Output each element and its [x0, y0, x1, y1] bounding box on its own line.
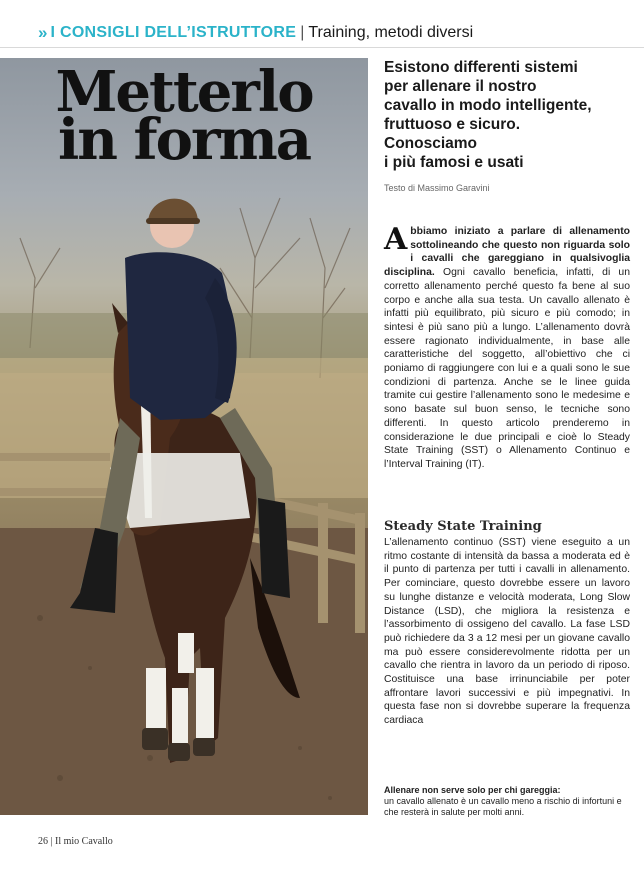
section-title: I CONSIGLI DELL’ISTRUTTORE: [50, 24, 297, 41]
article-paragraph-2: L’allenamento continuo (SST) viene eseguito a un ritmo costante di intensità da bassa a moderata ed è il punto di partenza per tutti i cavalli in allenamento. Per cominciare, questo dovrebbe essere un lavoro su lunghe distanze e velocità moderata, Long Slow Distance (LSD), che migliora la resistenza e l’assorbimento di ossigeno del cavallo. La fase LSD può richiedere da 3 a 12 mesi per un giovane cavallo ma può essere considerevolmente ridotta per un cavallo che rientra in lavoro da un periodo di riposo. Costituisce una base irrinunciabile per poter affrontare lavori successivi e più impegnativi. In questa fase non si dovrebbe superare la frequenza cardiaca: [384, 537, 630, 727]
section-header: [38, 22, 638, 44]
drop-cap: A: [384, 222, 408, 257]
photo-caption: [384, 785, 634, 818]
deck-line-1: Esistono differenti sistemi: [384, 59, 578, 76]
title-line-2: in forma: [58, 107, 310, 173]
deck-line-6: i più famosi e usati: [384, 154, 524, 171]
article-body-intro: [384, 222, 630, 472]
deck-line-3: cavallo in modo intelligente,: [384, 97, 592, 114]
article-photo: [0, 58, 368, 815]
article-lead: bbiamo iniziato a parlare di allenamento sottolineando che questo non riguarda solo i cavalli che gareggiano in qualsivoglia disciplina.: [384, 226, 630, 279]
page-number: 26: [38, 836, 48, 847]
deck-line-4: fruttuoso e sicuro.: [384, 116, 521, 133]
header-divider: [0, 47, 644, 48]
caption-title: Allenare non serve solo per chi gareggia:: [384, 785, 561, 795]
magazine-name: Il mio Cavallo: [55, 836, 113, 847]
footer-separator: |: [50, 836, 53, 847]
chevron-right-icon: »: [38, 23, 45, 42]
section-topic: Training, metodi diversi: [308, 24, 474, 41]
deck-line-5: Conosciamo: [384, 135, 478, 152]
caption-text: un cavallo allenato è un cavallo meno a rischio di infortuni e che resterà in salute per molti anni.: [384, 796, 622, 817]
section-subheading: Steady State Training: [384, 519, 542, 534]
header-separator: |: [300, 24, 305, 41]
byline: Testo di Massimo Garavini: [384, 183, 490, 193]
deck-line-2: per allenare il nostro: [384, 78, 537, 95]
title-line-1: Metterlo: [55, 59, 313, 125]
article-paragraph-1: Ogni cavallo beneficia, infatti, di un corretto allenamento perché questo fa bene al suo corpo e anche alla sua testa. Un cavallo allenato è infatti più equilibrato, più sicuro e più comodo; in sintesi è più sano più a lungo. L’allenamento dovrà essere ragionato individualmente, in base alle caratteristiche del soggetto, all’obiettivo che ci poniamo di raggiungere con lui e a quali sono le sue condizioni di partenza. Anche se le linee guida tramite cui gestire l’allenamento sono le medesime e sono basate sul buon senso, le tecniche sono differenti. In questo articolo prenderemo in considerazione le due principali e cioè lo Steady State Training (SST) o Allenamento Continuo e l’Interval Training (IT).: [384, 267, 630, 470]
page-footer: [38, 836, 113, 847]
article-deck: [384, 58, 634, 172]
article-title: [0, 59, 368, 173]
